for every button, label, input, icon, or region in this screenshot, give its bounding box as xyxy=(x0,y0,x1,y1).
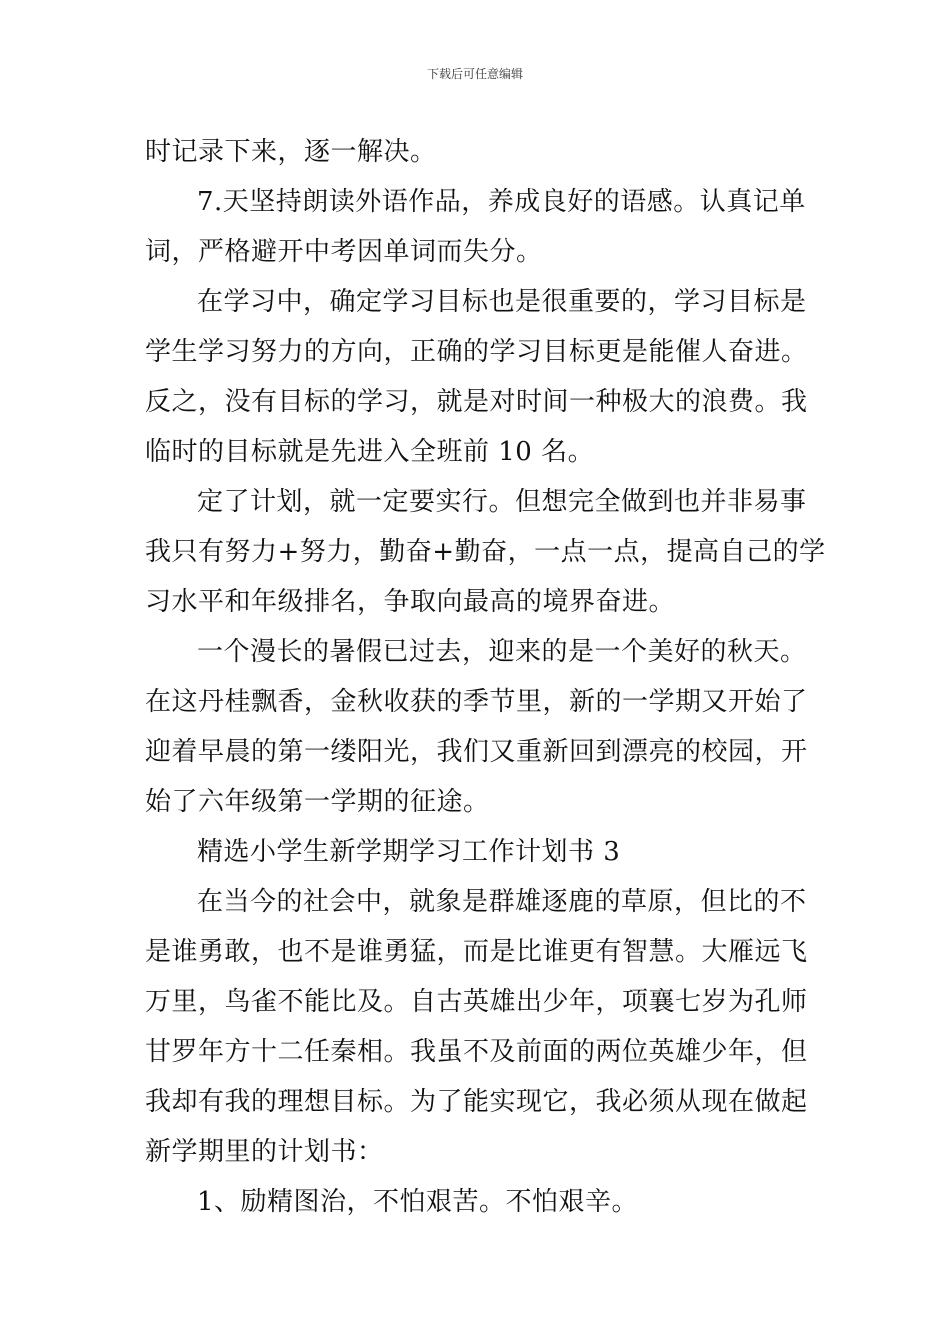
text-line: 我却有我的理想目标。为了能实现它，我必须从现在做起 xyxy=(145,1087,808,1117)
text-line: 新学期里的计划书： xyxy=(145,1137,384,1167)
text-line: 临时的目标就是先进入全班前 10 名。 xyxy=(145,437,595,467)
text-line: 我只有努力+努力，勤奋+勤奋，一点一点，提高自己的学 xyxy=(145,537,826,567)
text-line: 定了计划，就一定要实行。但想完全做到也并非易事 xyxy=(197,487,807,517)
page-header: 下载后可任意编辑 xyxy=(426,67,523,81)
text-line: 始了六年级第一学期的征途。 xyxy=(145,787,490,817)
section-heading: 精选小学生新学期学习工作计划书 3 xyxy=(197,837,621,867)
text-line: 一个漫长的暑假已过去，迎来的是一个美好的秋天。 xyxy=(197,637,807,667)
text-line: 7.天坚持朗读外语作品，养成良好的语感。认真记单 xyxy=(197,187,806,217)
text-line: 反之，没有目标的学习，就是对时间一种极大的浪费。我 xyxy=(145,387,808,417)
text-line: 时记录下来，逐一解决。 xyxy=(145,137,437,167)
document-body xyxy=(145,127,826,1227)
text-line: 是谁勇敢，也不是谁勇猛，而是比谁更有智慧。大雁远飞 xyxy=(145,937,808,967)
text-line: 在这丹桂飘香，金秋收获的季节里，新的一学期又开始了 xyxy=(145,687,808,717)
text-line: 学生学习努力的方向，正确的学习目标更是能催人奋进。 xyxy=(145,337,808,367)
text-line: 在学习中，确定学习目标也是很重要的，学习目标是 xyxy=(197,287,807,317)
list-item: 1、励精图治，不怕艰苦。不怕艰辛。 xyxy=(197,1187,639,1217)
text-line: 词，严格避开中考因单词而失分。 xyxy=(145,237,543,267)
text-line: 万里，鸟雀不能比及。自古英雄出少年，项襄七岁为孔师 xyxy=(145,987,808,1017)
text-line: 在当今的社会中，就象是群雄逐鹿的草原，但比的不 xyxy=(197,887,807,917)
text-line: 迎着早晨的第一缕阳光，我们又重新回到漂亮的校园，开 xyxy=(145,737,808,767)
text-line: 习水平和年级排名，争取向最高的境界奋进。 xyxy=(145,587,676,617)
text-line: 甘罗年方十二任秦相。我虽不及前面的两位英雄少年，但 xyxy=(145,1037,808,1067)
